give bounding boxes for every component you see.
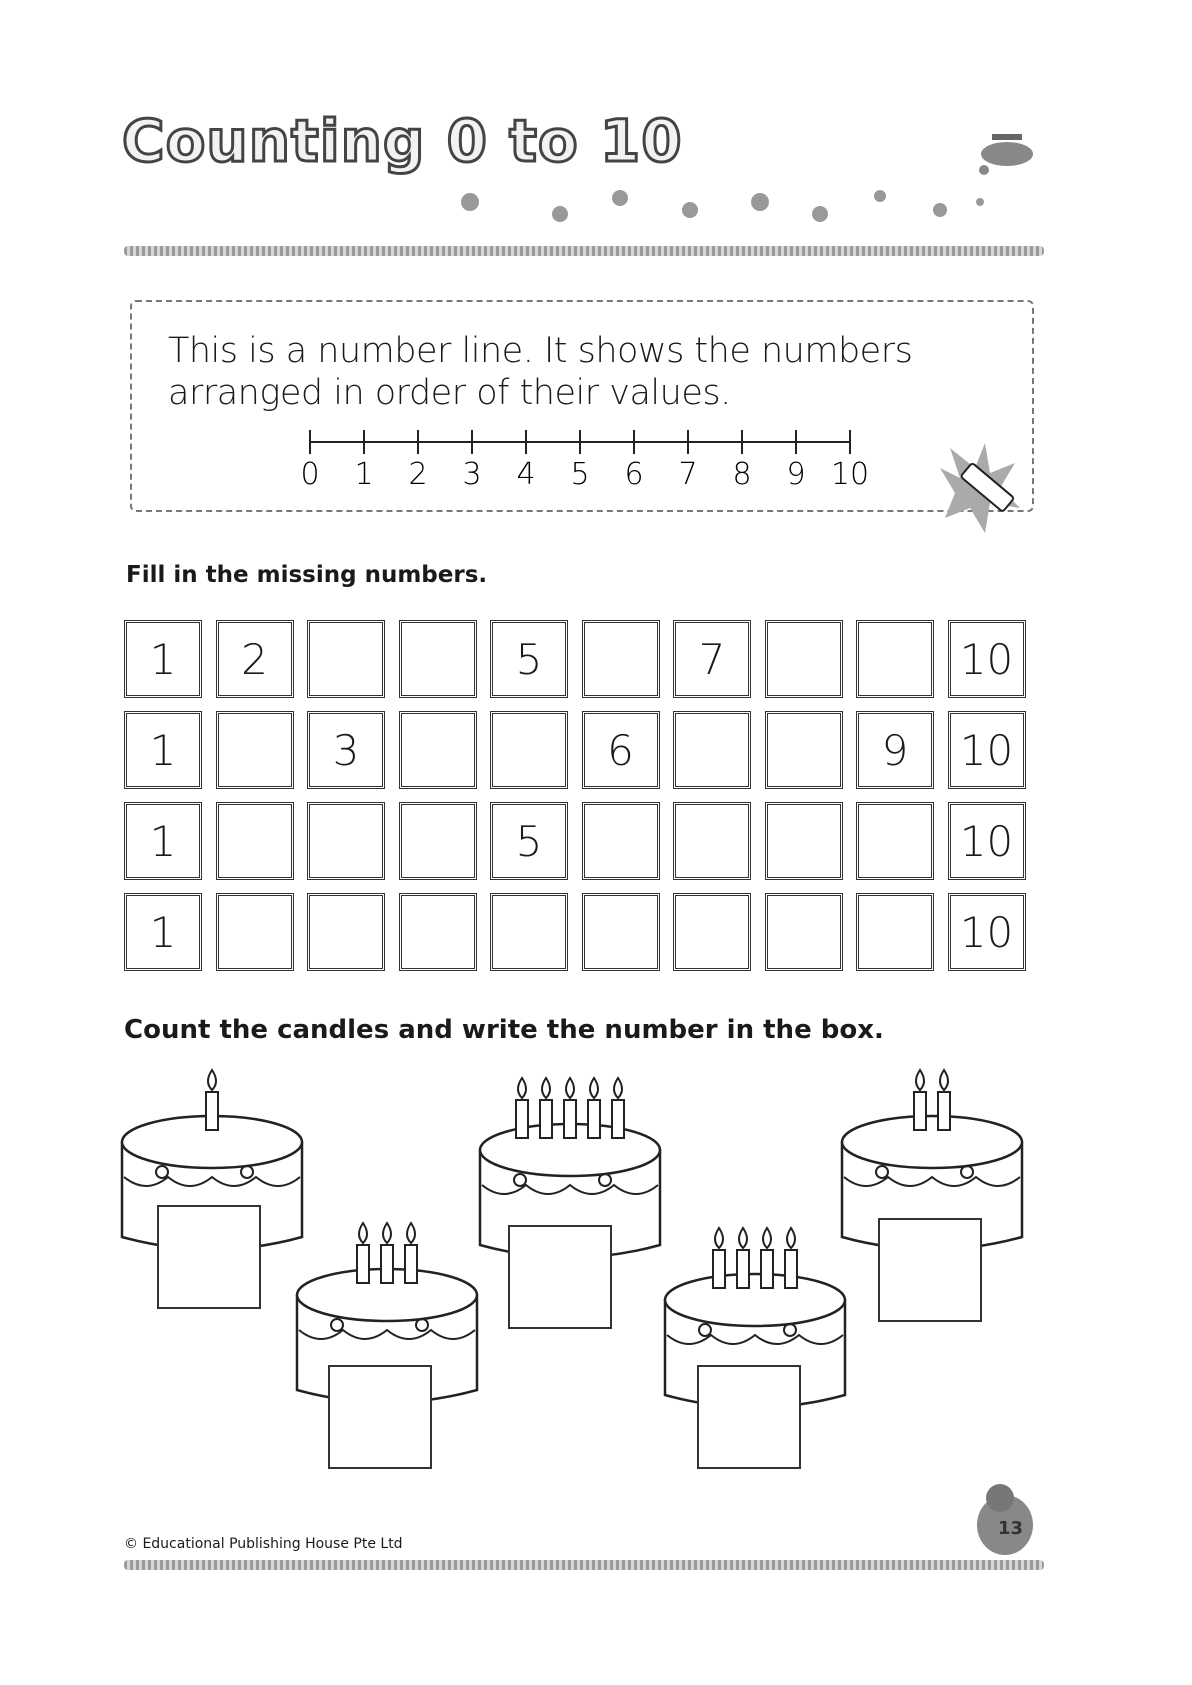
blank-answer-cell[interactable] [216, 802, 294, 880]
blank-answer-cell[interactable] [490, 893, 568, 971]
number-cell: 5 [490, 802, 568, 880]
blank-answer-cell[interactable] [582, 893, 660, 971]
blank-answer-cell[interactable] [673, 802, 751, 880]
fill-heading: Fill in the missing numbers. [126, 562, 488, 588]
number-cell: 3 [307, 711, 385, 789]
blank-answer-cell[interactable] [490, 711, 568, 789]
blank-answer-cell[interactable] [856, 620, 934, 698]
number-cell: 1 [124, 620, 202, 698]
number-line-label: 3 [462, 457, 482, 492]
blank-answer-cell[interactable] [765, 893, 843, 971]
blank-answer-cell[interactable] [307, 620, 385, 698]
blank-answer-cell[interactable] [399, 620, 477, 698]
number-cell: 2 [216, 620, 294, 698]
candle-count-answer-box[interactable] [878, 1218, 982, 1322]
page-title: Counting 0 to 10 [122, 107, 683, 175]
top-divider [124, 246, 1044, 256]
number-cell: 1 [124, 711, 202, 789]
bottom-divider [124, 1560, 1044, 1570]
blank-answer-cell[interactable] [673, 711, 751, 789]
blank-answer-cell[interactable] [856, 893, 934, 971]
number-cell: 5 [490, 620, 568, 698]
count-heading: Count the candles and write the number in the box. [124, 1015, 884, 1045]
number-line-label: 6 [624, 457, 644, 492]
candle-count-answer-box[interactable] [697, 1365, 801, 1469]
number-cell: 9 [856, 711, 934, 789]
airplane-icon [972, 126, 1042, 186]
blank-answer-cell[interactable] [582, 802, 660, 880]
candle-count-answer-box[interactable] [328, 1365, 432, 1469]
blank-answer-cell[interactable] [399, 893, 477, 971]
number-line-label: 5 [570, 457, 590, 492]
number-line-label: 8 [732, 457, 752, 492]
number-cell: 1 [124, 893, 202, 971]
number-line-label: 10 [830, 457, 870, 492]
flower-decoration-icon [440, 180, 1000, 240]
number-cell: 10 [948, 893, 1026, 971]
number-cell: 6 [582, 711, 660, 789]
number-line-label: 1 [354, 457, 374, 492]
info-text: This is a number line. It shows the numbers arranged in order of their values. [168, 331, 913, 413]
blank-answer-cell[interactable] [399, 802, 477, 880]
blank-answer-cell[interactable] [765, 711, 843, 789]
number-line-label: 9 [786, 457, 806, 492]
blank-answer-cell[interactable] [765, 620, 843, 698]
candle-count-answer-box[interactable] [508, 1225, 612, 1329]
blank-answer-cell[interactable] [307, 893, 385, 971]
blank-answer-cell[interactable] [399, 711, 477, 789]
number-line-label: 0 [300, 457, 320, 492]
blank-answer-cell[interactable] [582, 620, 660, 698]
number-line-label: 4 [516, 457, 536, 492]
number-cell: 10 [948, 802, 1026, 880]
number-line-label: 7 [678, 457, 698, 492]
number-line [290, 420, 870, 500]
candle-count-answer-box[interactable] [157, 1205, 261, 1309]
number-cell: 7 [673, 620, 751, 698]
blank-answer-cell[interactable] [856, 802, 934, 880]
number-cell: 1 [124, 802, 202, 880]
number-cell: 10 [948, 620, 1026, 698]
blank-answer-cell[interactable] [765, 802, 843, 880]
page-number: 13 [998, 1518, 1024, 1539]
blank-answer-cell[interactable] [673, 893, 751, 971]
number-cell: 10 [948, 711, 1026, 789]
pencil-icon [930, 438, 1030, 548]
blank-answer-cell[interactable] [216, 893, 294, 971]
blank-answer-cell[interactable] [216, 711, 294, 789]
blank-answer-cell[interactable] [307, 802, 385, 880]
number-line-label: 2 [408, 457, 428, 492]
copyright-footer: © Educational Publishing House Pte Ltd [124, 1536, 403, 1552]
